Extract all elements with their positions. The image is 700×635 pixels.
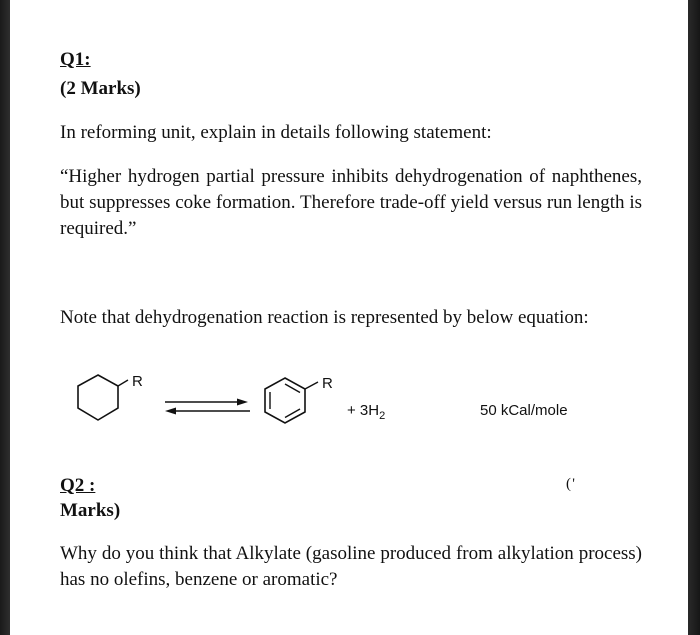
hydrogen-prefix: + 3H — [347, 402, 380, 419]
q2-marks: Marks) — [60, 500, 121, 521]
hydrogen-byproduct — [347, 402, 385, 422]
hydrogen-subscript: 2 — [379, 410, 386, 422]
q1-quote: “Higher hydrogen partial pressure inhibits dehydrogenation of naphthenes, but suppresses coke formation. Therefore trade-off yield versus run length is required.” — [60, 166, 642, 239]
cyclohexane-ring — [78, 375, 118, 420]
product-r-bond — [305, 382, 318, 389]
q2-heading: Q2 : — [60, 475, 96, 496]
q1-note: Note that dehydrogenation reaction is represented by below equation: — [60, 307, 589, 328]
q1-instruction: In reforming unit, explain in details following statement: — [60, 122, 492, 143]
q2-paren-fragment: ( ' — [566, 476, 575, 492]
q1-marks: (2 Marks) — [60, 78, 141, 99]
reaction-energy: 50 kCal/mole — [480, 402, 568, 419]
reactant-r-label: R — [132, 373, 143, 390]
q2-question: Why do you think that Alkylate (gasoline produced from alkylation process) has no olefins, benzene or aromatic? — [60, 543, 642, 590]
product-r-label: R — [322, 375, 333, 392]
reaction-equation — [60, 368, 620, 443]
right-dark-border — [688, 0, 700, 635]
reverse-arrow-head — [165, 408, 176, 415]
q1-heading: Q1: — [60, 49, 91, 70]
forward-arrow-head — [237, 399, 248, 406]
reactant-r-bond — [118, 380, 128, 386]
left-dark-border — [0, 0, 10, 635]
